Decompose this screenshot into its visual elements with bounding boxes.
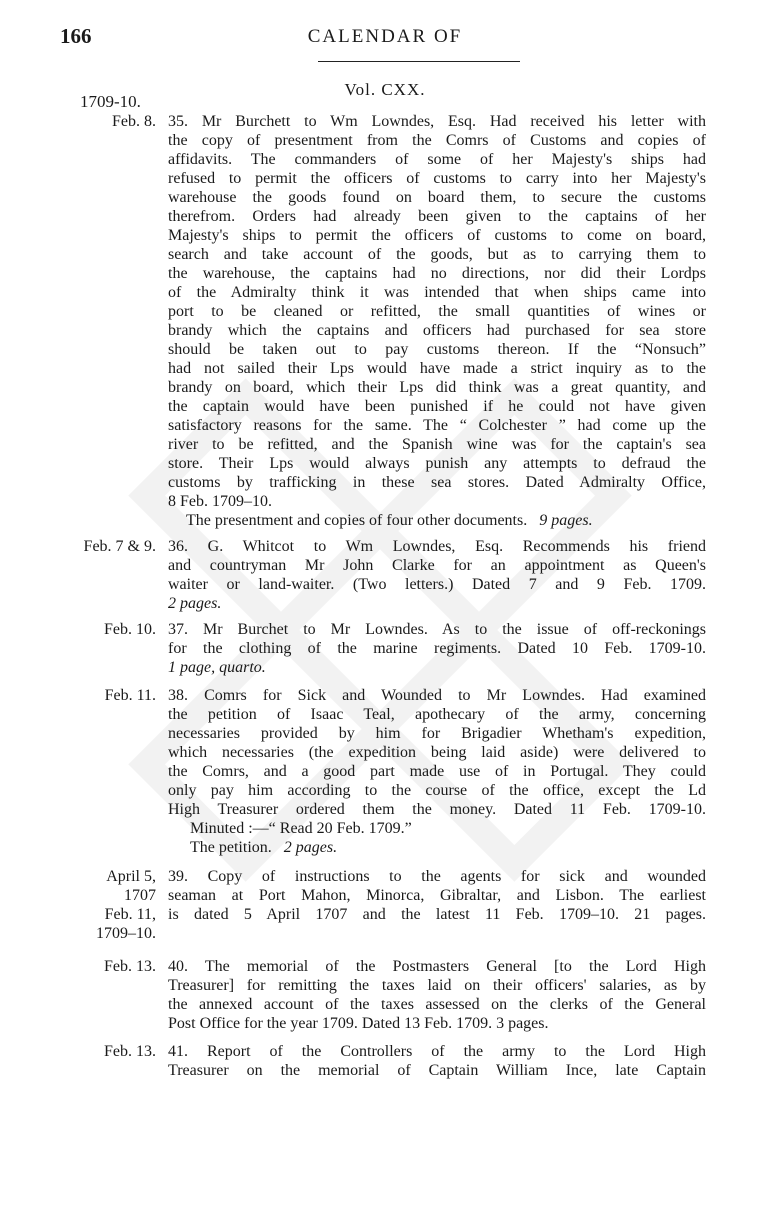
entry-date: 1707 bbox=[124, 887, 156, 904]
entry-text-line: affidavits. The commanders of some of her Majesty's ships had bbox=[168, 151, 706, 168]
entry-date: April 5, bbox=[106, 868, 156, 885]
entry-date: Feb. 13. bbox=[104, 958, 156, 975]
entry-enclosure-note: The presentment and copies of four other documents. bbox=[186, 512, 528, 529]
entry-page-count: 1 page, quarto. bbox=[168, 659, 266, 676]
running-title: CALENDAR OF bbox=[307, 26, 463, 47]
entry-date: Feb. 10. bbox=[104, 621, 156, 638]
title-rule bbox=[318, 61, 520, 62]
entry-text-line: is dated 5 April 1707 and the latest 11 Feb. 1709–10. 21 pages. bbox=[168, 906, 706, 923]
entry-text-line: of the Admiralty think it was intended that when ships came into bbox=[168, 284, 706, 301]
entry-text-line: customs by trafficking in these sea stores. Dated Admiralty Office, bbox=[168, 474, 706, 491]
entry-text-line: the petition of Isaac Teal, apothecary of the army, concerning bbox=[168, 706, 706, 723]
entry-text-line: had not sailed their Lps would have made a strict inquiry as to the bbox=[168, 360, 706, 377]
entry-text-line: warehouse the goods found on board them, to secure the customs bbox=[168, 189, 706, 206]
entry-text-line: waiter or land-waiter. (Two letters.) Dated 7 and 9 Feb. 1709. bbox=[168, 576, 706, 593]
entry-text-line: the captain would have been punished if he could not have given bbox=[168, 398, 706, 415]
entry-text-line: the warehouse, the captains had no directions, nor did their Lordps bbox=[168, 265, 706, 282]
entry-enclosure-note: The petition. bbox=[190, 839, 272, 856]
entry-text-line: the Comrs, and a good part made use of in Portugal. They could bbox=[168, 763, 706, 780]
entry-date: Feb. 7 & 9. bbox=[83, 538, 156, 555]
entry-text-line: and countryman Mr John Clarke for an appointment as Queen's bbox=[168, 557, 706, 574]
entry-text-line: necessaries provided by him for Brigadier Whetham's expedition, bbox=[168, 725, 706, 742]
entry-text-line: 8 Feb. 1709–10. bbox=[168, 493, 272, 510]
entry-date: Feb. 8. bbox=[112, 113, 156, 130]
entry-date: Feb. 11. bbox=[104, 687, 156, 704]
entry-text-line: Post Office for the year 1709. Dated 13 Feb. 1709. 3 pages. bbox=[168, 1015, 549, 1032]
entry-text-line: 38. Comrs for Sick and Wounded to Mr Lowndes. Had examined bbox=[168, 687, 706, 704]
entry-text-line: seaman at Port Mahon, Minorca, Gibraltar, and Lisbon. The earliest bbox=[168, 887, 706, 904]
entry-text-line: Majesty's ships to permit the officers of customs to come on board, bbox=[168, 227, 706, 244]
entry-date: 1709–10. bbox=[96, 925, 156, 942]
entry-minuted-note: Minuted :—“ Read 20 Feb. 1709.” bbox=[190, 820, 412, 837]
entry-text-line: store. Their Lps would always punish any attempts to defraud the bbox=[168, 455, 706, 472]
entry-text-line: search and take account of the goods, but as to carrying them to bbox=[168, 246, 706, 263]
entry-text-line: Treasurer on the memorial of Captain William Ince, late Captain bbox=[168, 1062, 706, 1079]
entry-text-line: for the clothing of the marine regiments. Dated 10 Feb. 1709-10. bbox=[168, 640, 706, 657]
entry-text-line: Treasurer] for remitting the taxes laid on their officers' salaries, as by bbox=[168, 977, 706, 994]
page-number: 166 bbox=[60, 24, 92, 48]
entry-text-line: the copy of presentment from the Comrs of Customs and copies of bbox=[168, 132, 706, 149]
margin-year: 1709-10. bbox=[80, 92, 141, 111]
entry-enclosure-line bbox=[186, 511, 706, 530]
entry-text-line: the annexed account of the taxes assessed on the clerks of the General bbox=[168, 996, 706, 1013]
entry-text-line: 41. Report of the Controllers of the army to the Lord High bbox=[168, 1043, 706, 1060]
entry-text-line: refused to permit the officers of customs to carry into her Majesty's bbox=[168, 170, 706, 187]
entry-text-line: 37. Mr Burchet to Mr Lowndes. As to the issue of off-reckonings bbox=[168, 621, 706, 638]
entry-text-line: only pay him according to the course of the office, except the Ld bbox=[168, 782, 706, 799]
entry-date: Feb. 13. bbox=[104, 1043, 156, 1060]
entry-page-count: 9 pages. bbox=[539, 512, 593, 529]
entry-text-line: 39. Copy of instructions to the agents for sick and wounded bbox=[168, 868, 706, 885]
entry-text-line: 35. Mr Burchett to Wm Lowndes, Esq. Had received his letter with bbox=[168, 113, 706, 130]
entry-text-line: High Treasurer ordered them the money. Dated 11 Feb. 1709-10. bbox=[168, 801, 706, 818]
entry-text-line: brandy which the captains and officers had purchased for sea store bbox=[168, 322, 706, 339]
entry-text-line: brandy on board, which their Lps did think was a great quantity, and bbox=[168, 379, 706, 396]
entry-text-line: 40. The memorial of the Postmasters General [to the Lord High bbox=[168, 958, 706, 975]
entry-text-line: 36. G. Whitcot to Wm Lowndes, Esq. Recommends his friend bbox=[168, 538, 706, 555]
entry-page-count: 2 pages. bbox=[283, 839, 338, 856]
entry-enclosure-line bbox=[190, 838, 690, 857]
entry-text-line: port to be cleaned or refitted, the small quantities of wines or bbox=[168, 303, 706, 320]
entry-page-count: 2 pages. bbox=[168, 595, 222, 612]
entry-text-line: satisfactory reasons for the same. The “ Colchester ” had come up the bbox=[168, 417, 706, 434]
entry-text-line: therefrom. Orders had already been given to the captains of her bbox=[168, 208, 706, 225]
entry-text-line: which necessaries (the expedition being laid aside) were delivered to bbox=[168, 744, 706, 761]
entry-date: Feb. 11, bbox=[104, 906, 156, 923]
volume-heading: Vol. CXX. bbox=[344, 80, 426, 99]
entry-text-line: river to be refitted, and the Spanish wine was for the captain's sea bbox=[168, 436, 706, 453]
entry-text-line: should be taken out to pay customs thereon. If the “Nonsuch” bbox=[168, 341, 706, 358]
